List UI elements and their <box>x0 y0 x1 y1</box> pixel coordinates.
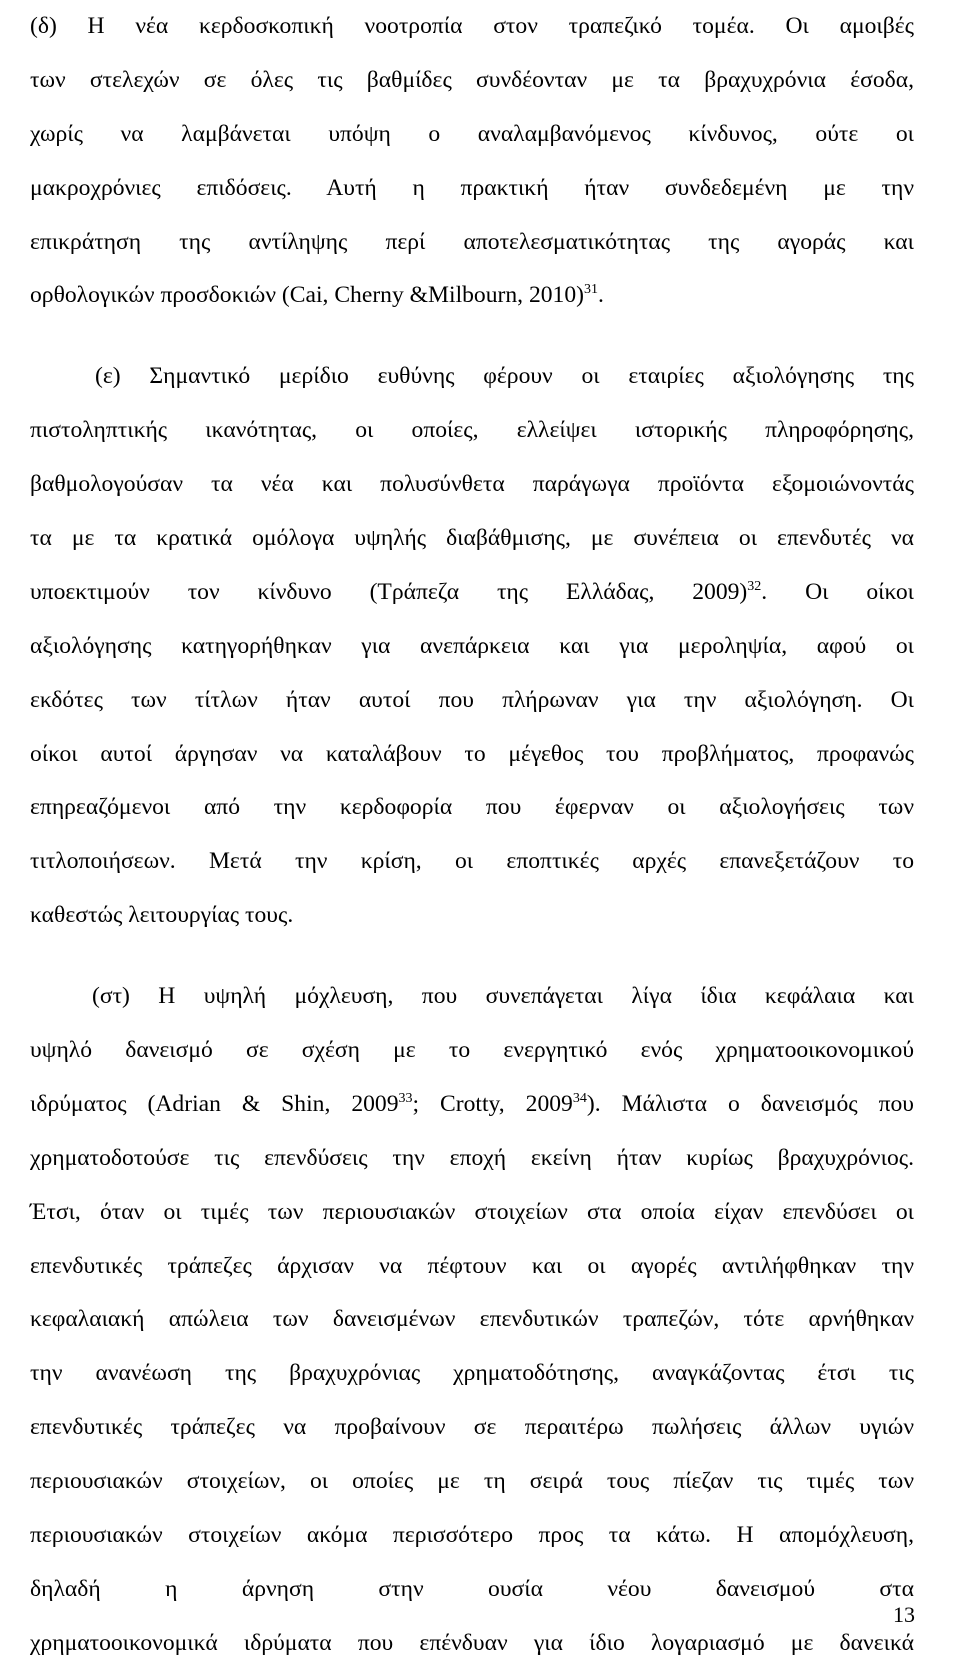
text-line: βαθμολογούσαν τα νέα και πολυσύνθετα παράγωγα προϊόντα εξομοιώνοντάς <box>30 471 914 498</box>
text-line: αξιολόγησης κατηγορήθηκαν για ανεπάρκεια και για μεροληψία, αφού οι <box>30 632 914 659</box>
text-line: δηλαδή η άρνηση στην ουσία νέου δανεισμού στα <box>30 1575 914 1602</box>
page-number: 13 <box>893 1602 915 1627</box>
text-line: χρηματοοικονομικά ιδρύματα που επένδυαν για ίδιο λογαριασμό με δανεικά <box>30 1629 914 1656</box>
line-text: ιδρύματος (Adrian & Shin, 2009 <box>30 1090 399 1117</box>
text-line: των στελεχών σε όλες τις βαθμίδες συνδέονταν με τα βραχυχρόνια έσοδα, <box>30 66 914 93</box>
paragraph-epsilon <box>30 350 914 943</box>
footnote-ref: 31 <box>584 282 599 298</box>
text-line: οίκοι αυτοί άργησαν να καταλάβουν το μέγεθος του προβλήματος, προφανώς <box>30 740 914 767</box>
text-line: τα με τα κρατικά ομόλογα υψηλής διαβάθμισης, με συνέπεια οι επενδυτές να <box>30 525 914 552</box>
line-text-after: ). Μάλιστα ο δανεισμός που <box>586 1090 914 1117</box>
footnote-ref: 33 <box>398 1090 413 1106</box>
text-line: (ε) Σημαντικό μερίδιο ευθύνης φέρουν οι εταιρίες αξιολόγησης της <box>95 363 914 390</box>
text-line: υψηλό δανεισμό σε σχέση με το ενεργητικό ενός χρηματοοικονομικού <box>30 1037 914 1064</box>
line-text-after: . <box>598 282 604 309</box>
line-text-after: . Οι οίκοι <box>761 578 914 605</box>
text-line: περιουσιακών στοιχείων ακόμα περισσότερο προς τα κάτω. Η απομόχλευση, <box>30 1522 914 1549</box>
text-line: μακροχρόνιες επιδόσεις. Αυτή η πρακτική ήταν συνδεδεμένη με την <box>30 174 914 201</box>
paragraph-delta <box>30 0 914 323</box>
text-line: πιστοληπτικής ικανότητας, οι οποίες, ελλείψει ιστορικής πληροφόρησης, <box>30 417 914 444</box>
text-line: περιουσιακών στοιχείων, οι οποίες με τη σειρά τους πίεζαν τις τιμές των <box>30 1468 914 1495</box>
text-line: εκδότες των τίτλων ήταν αυτοί που πλήρωναν για την αξιολόγηση. Οι <box>30 686 914 713</box>
text-line: κεφαλαιακή απώλεια των δανεισμένων επενδυτικών τραπεζών, τότε αρνήθηκαν <box>30 1306 914 1333</box>
text-line: Έτσι, όταν οι τιμές των περιουσιακών στοιχείων στα οποία είχαν επενδύσει οι <box>30 1198 914 1225</box>
paragraph-st <box>30 970 914 1671</box>
text-line: επικράτηση της αντίληψης περί αποτελεσματικότητας της αγοράς και <box>30 228 914 255</box>
footnote-ref: 34 <box>572 1090 587 1106</box>
text-line: επενδυτικές τράπεζες να προβαίνουν σε περαιτέρω πωλήσεις άλλων υγιών <box>30 1414 914 1441</box>
text-line: (δ) Η νέα κερδοσκοπική νοοτροπία στον τραπεζικό τομέα. Οι αμοιβές <box>30 13 914 39</box>
text-line: (στ) Η υψηλή μόχλευση, που συνεπάγεται λίγα ίδια κεφάλαια και <box>92 983 914 1010</box>
text-line <box>30 269 914 323</box>
text-line: χωρίς να λαμβάνεται υπόψη ο αναλαμβανόμενος κίνδυνος, ούτε οι <box>30 120 914 147</box>
text-line: επηρεαζόμενοι από την κερδοφορία που έφερναν οι αξιολογήσεις των <box>30 794 914 821</box>
line-text: υποεκτιμούν τον κίνδυνο (Τράπεζα της Ελλάδας, 2009) <box>30 578 748 605</box>
text-line: τιτλοποιήσεων. Μετά την κρίση, οι εποπτικές αρχές επανεξετάζουν το <box>30 848 914 875</box>
line-text-mid: ; Crotty, 2009 <box>412 1090 573 1117</box>
text-line: την ανανέωση της βραχυχρόνιας χρηματοδότησης, αναγκάζοντας έτσι τις <box>30 1360 914 1387</box>
text-line: καθεστώς λειτουργίας τους. <box>30 902 294 929</box>
footnote-ref: 32 <box>747 578 762 594</box>
text-line <box>30 1078 914 1132</box>
body-text <box>30 0 914 1671</box>
text-line: επενδυτικές τράπεζες άρχισαν να πέφτουν και οι αγορές αντιλήφθηκαν την <box>30 1252 914 1279</box>
text-line <box>30 566 914 620</box>
text-line: χρηματοδοτούσε τις επενδύσεις την εποχή εκείνη ήταν κυρίως βραχυχρόνιος. <box>30 1144 914 1171</box>
line-text: ορθολογικών προσδοκιών (Cai, Cherny &Milbourn, 2010) <box>30 282 585 309</box>
